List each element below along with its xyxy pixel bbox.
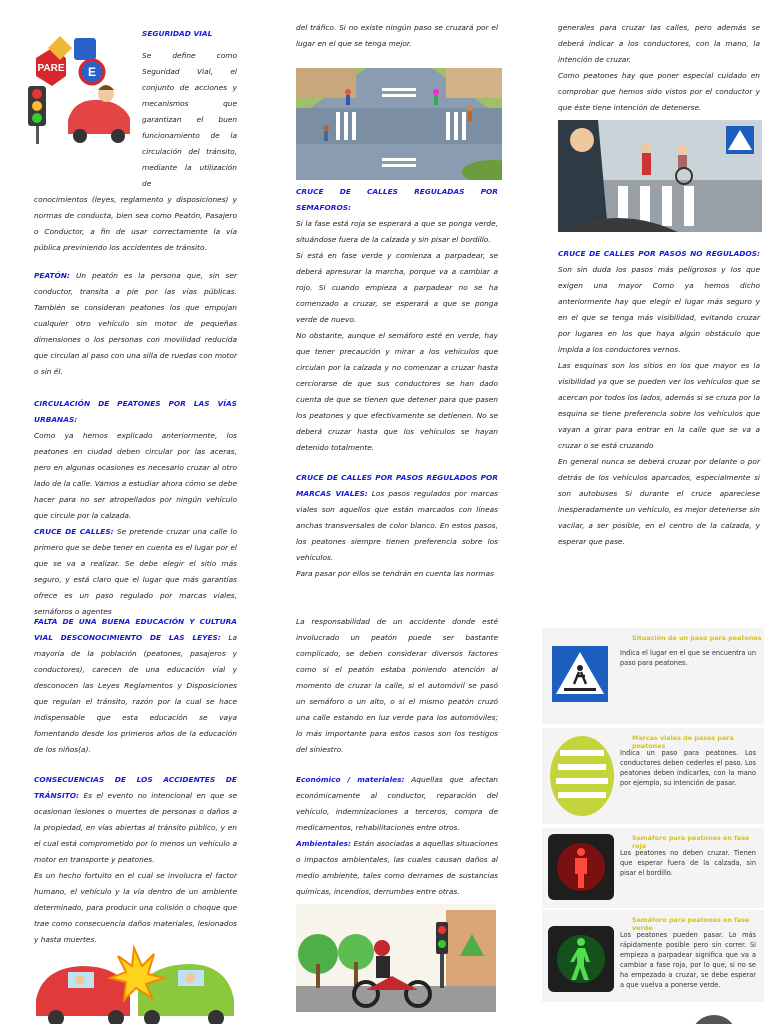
cruce-label: CRUCE DE CALLES: (34, 527, 114, 536)
peaton-paragraph (34, 268, 237, 380)
column-1-bottom (34, 614, 237, 948)
responsabilidad-paragraph: La responsabilidad de un accidente donde esté involucrado un peatón puede ser bastante complicado, se deben considerar diversos factores como si el peatón estaba poniendo atención al momento de cruzar la calle, si el automóvil se pasó un semáforo o un alto, o si el mismo peatón cruzó una calle estando en luz verde para los automóviles; lo más importante para estos casos son los testigos del siniestro. (296, 617, 498, 754)
cruce-text: Se pretende cruzar una calle lo primero que se debe tener en cuenta es el lugar por el que se va a realizar. Se debe elegir el sitio más seguro, y está claro que el lugar que más garantías ofrece es un paso regulado por marcas viales, semáforos o agentes (34, 527, 237, 616)
sign-text-1: Indica el lugar en el que se encuentra un paso para peatones. (620, 649, 756, 667)
sign-text-4: Los peatones pueden pasar. Lo más rápidamente posible pero sin correr. Si empieza a parpadear significa que va a cambiar a fase roja, por lo que, si no se ha empezado a cruzar, se debe esperar a que vuelva a ponerse verde. (620, 931, 756, 989)
svg-text:E: E (87, 65, 97, 79)
ambientales-text: Están asociadas a aquellas situaciones o impactos ambientales, las cuales causan daños al medio ambiente, tales como derrames de sustancias químicas, incendios, derrumbes entre otras. (296, 839, 498, 896)
col3-continuation: generales para cruzar las calles, pero además se deberá indicar a los conductores, con la mano, la intención de cruzar. (558, 23, 760, 64)
column-3-top (558, 20, 760, 116)
ambientales-label: Ambientales: (296, 839, 351, 848)
consecuencias-p2: Es un hecho fortuito en el cual se involucra el factor humano, el vehículo y la vía dentro de un ambiente determinado, para producir una colisión o choque que trae como consecuencia daños materiales, lesionados y hasta muertes. (34, 871, 237, 944)
ambientales-paragraph (296, 836, 498, 900)
semaforos-p2: Si está en fase verde y comienza a parpadear, se deberá apresurar la marcha, porque va a cambiar a rojo. Si cuando empieza a parpadear no se ha comenzado a cruzar, se esperará a que se ponga verde de nuevo. (296, 251, 498, 324)
crosswalk-illustration (558, 120, 762, 232)
peaton-text: Un peatón es la persona que, sin ser conductor, transita a pie por las vías públicas. También se consideran peatones los que empujan cualquier otro vehículo sin motor de pequeñas dimensiones o los personas con movilidad reducida que circulan al paso con una silla de ruedas con motor o sin él. (34, 271, 237, 376)
marcas-p2: Para pasar por ellos se tendrán en cuenta las normas (296, 569, 494, 578)
consecuencias-text: Es el evento no intencional en que se ocasionan lesiones o muertes de personas o daños a la propiedad, en vías abiertas al tránsito público, y en el cual está comprometido por lo menos un vehículo a motor en transporte y peatones. (34, 791, 237, 864)
seguridad-vial-intro-cont: conocimientos (leyes, reglamento y disposiciones) y normas de conducta, bien sea como Peatón, Pasajero o Conductor, a fin de usar correctamente la vía pública previniendo los accidentes de tránsito. (34, 195, 237, 252)
seguridad-vial-intro: Se define como Seguridad Vial, el conjunto de acciones y mecanismos que garantizan el buen funcionamiento de la circulación del tránsito, mediante la utilización de (142, 51, 237, 188)
col2-continuation: del tráfico. Si no existe ningún paso se cruzará por el lugar en el que se tenga mejor. (296, 23, 498, 48)
peaton-label: PEATÓN: (34, 271, 70, 280)
falta-title: FALTA DE UNA BUENA EDUCACIÓN Y CULTURA VIAL DESCONOCIMIENTO DE LAS LEYES: (34, 617, 237, 642)
falta-text: La mayoría de la población (peatones, pasajeros y conductores), carecen de una educación vial y desconocen las Leyes Reglamentos y Disposiciones que regulan el tránsito, razón por la cual se hace indispensable que esta educación se vaya fomentando desde los primeros años de la educación de los niños(a). (34, 633, 237, 754)
sign-card-semaforo-rojo (542, 828, 764, 908)
falta-paragraph (34, 614, 237, 758)
noreg-paragraph (558, 246, 760, 358)
sign-text-2: Indica un paso para peatones. Los conductores deben cederles el paso. Los peatones deben indicarles, con la mano por ejemplo, su intención de pasar. (620, 749, 756, 787)
motorcycle-street-illustration (296, 904, 496, 1012)
economico-text: Aquellas que afectan económicamente al conductor, reparación del vehículo, indemnizaciones a terceros, compra de medicamentos, rehabilitaciones entre otros. (296, 775, 498, 832)
economico-paragraph (296, 772, 498, 836)
noreg-p2: Las esquinas son los sitios en los que mayor es la visibilidad ya que se pueden ver los vehículos que se acercan por todos los lados, además si se cruza por la esquina se tiene preferencia sobre los vehículos que vayan a girar para entrar en la calle que se va a cruzar o se está cruzando (558, 361, 760, 450)
economico-label: Económico / materiales: (296, 775, 405, 784)
semaforos-p3: No obstante, aunque el semáforo esté en verde, hay que tener precaución y mirar a los vehículos que circulan por la calzada y no comenzar a cruzar hasta cerciorarse de que sus conductores se han dado cuenta de que se tienen que detener para que pasen los peatones y que efectivamente se detienen. No se deberá cruzar hasta que los vehículos se hayan detenido totalmente. (296, 331, 498, 452)
column-2-top (296, 20, 498, 52)
pare-sign-icon: PARE (37, 63, 65, 74)
column-2-bottom (296, 614, 498, 900)
cruce-paragraph (34, 524, 237, 620)
column-1-top (34, 26, 237, 620)
partial-sign-icon (692, 1012, 736, 1024)
sign-card-marcas-viales (542, 728, 764, 824)
marcas-title: CRUCE DE CALLES POR PASOS REGULADOS POR MARCAS VIALES: (296, 473, 498, 498)
sign-text-3: Los peatones no deben cruzar. Tienen que esperar fuera de la calzada, sin pisar el bordillo. (620, 849, 756, 877)
seguridad-vial-title: SEGURIDAD VIAL (142, 29, 213, 38)
semaforos-p1: Si la fase está roja se esperará a que se ponga verde, situándose fuera de la calzada y sin pisar el bordillo. (296, 219, 498, 244)
column-2-semaforos (296, 184, 498, 582)
noreg-title: CRUCE DE CALLES POR PASOS NO REGULADOS: (558, 249, 760, 258)
sign-title-3: Semáforo para peatones en fase roja (632, 834, 750, 850)
circulacion-title: CIRCULACIÓN DE PEATONES POR LAS VÍAS URBANAS: (34, 399, 237, 424)
sign-title-1: Situación de un paso para peatones (632, 634, 762, 642)
sign-card-paso-peatones (542, 628, 764, 724)
sign-title-4: Semáforo para peatones en fase verde (632, 916, 750, 932)
road-markings-icon (550, 736, 614, 816)
circulacion-text: Como ya hemos explicado anteriormente, los peatones en ciudad deben circular por las aceras, pero en algunas ocasiones es necesario cruzar al otro lado de la calle. Vamos a estudiar ahora cómo se debe hacer para no ser atropellados por ningún vehículo que circule por la calzada. (34, 431, 237, 520)
red-pedestrian-light-icon (548, 834, 614, 900)
consecuencias-paragraph (34, 772, 237, 868)
car-crash-illustration (32, 944, 238, 1024)
sign-card-semaforo-verde (542, 910, 764, 1002)
pedestrian-crossing-sign-icon (552, 646, 608, 702)
marcas-text: Los pasos regulados por marcas viales son aquellos que están marcados con líneas anchas transversales de color blanco. En estos pasos, los peatones siempre tienen preferencia sobre los vehículos. (296, 489, 498, 562)
noreg-p3: En general nunca se deberá cruzar por delante o por detrás de los vehículos aparcados, especialmente si son autobuses Si durante el cruce apareciese inesperadamente un vehículo, es mejor detenerse sin vacilar, a ser posible, en el centro de la calzada, y esperar que pase. (558, 457, 760, 546)
sign-title-2: Marcas viales de pasos para peatones (632, 734, 734, 750)
column-3-no-regulados (558, 246, 760, 550)
green-pedestrian-light-icon (548, 926, 614, 992)
noreg-text: Son sin duda los pasos más peligrosos y los que exigen una mayor Como ya hemos dicho anteriormente hay que elegir el lugar más seguro y en el que se tenga más visibilidad, evitando cruzar por lugares en los que haya algún obstáculo que impida a los conductores vernos. (558, 265, 760, 354)
intersection-illustration (296, 68, 502, 180)
semaforos-title: CRUCE DE CALLES REGULADAS POR SEMAFOROS: (296, 187, 498, 212)
col3-p2: Como peatones hay que poner especial cuidado en comprobar que hemos sido vistos por el conductor y que éste tiene intención de detenerse. (558, 71, 760, 112)
marcas-paragraph (296, 470, 498, 566)
consecuencias-title: CONSECUENCIAS DE LOS ACCIDENTES DE TRÁNSITO: (34, 775, 237, 800)
